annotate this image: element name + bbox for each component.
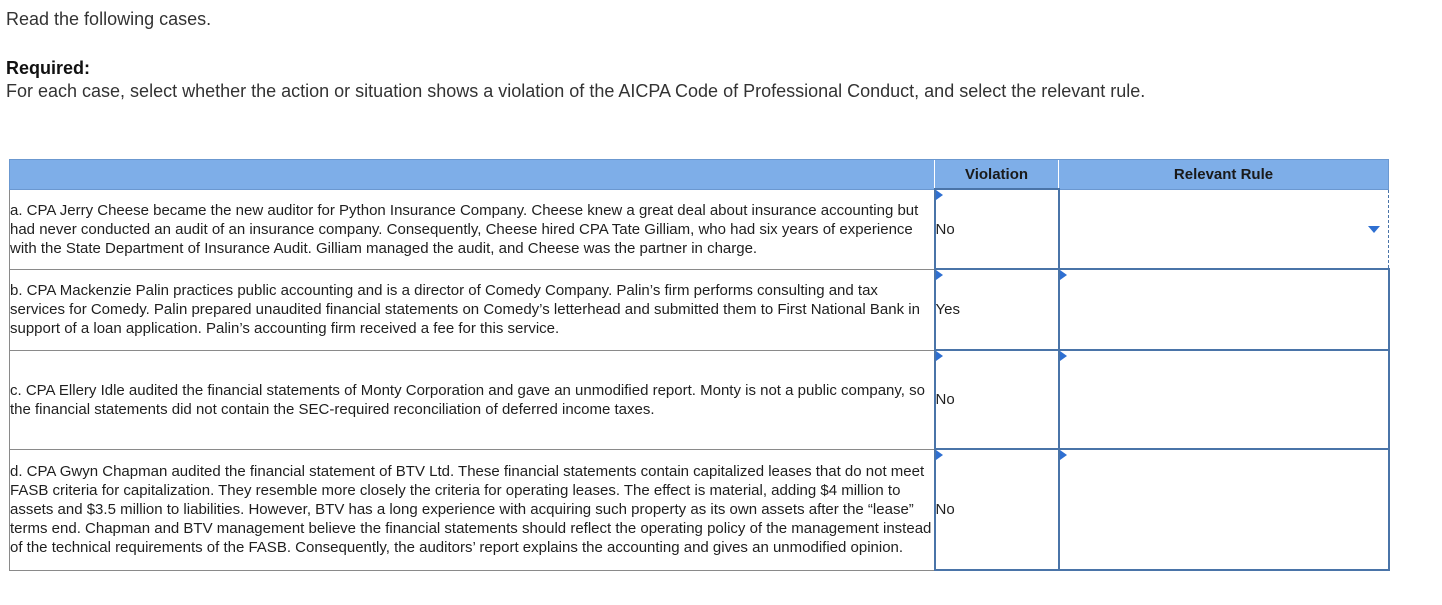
relevant-rule-select-a[interactable]: [1059, 189, 1389, 269]
cell-marker-icon: [1060, 270, 1067, 280]
cell-marker-icon: [936, 351, 943, 361]
table-row: [10, 350, 1389, 449]
case-b-text: b. CPA Mackenzie Palin practices public accounting and is a director of Comedy Company. Palin’s firm performs consulting and tax services for Comedy. Palin prepared unaudited financial statements on Comedy’s letterhead and submitted them to First National Bank in support of a loan application. Palin’s accounting firm received a fee for this service.: [10, 269, 935, 350]
cell-marker-icon: [936, 190, 943, 200]
cell-marker-icon: [936, 270, 943, 280]
required-instructions: For each case, select whether the action or situation shows a violation of the AICPA Code of Professional Conduct, and select the relevant rule.: [6, 81, 1146, 101]
table-row: [10, 269, 1389, 350]
cell-marker-icon: [1060, 351, 1067, 361]
header-relevant-rule: Relevant Rule: [1059, 160, 1389, 190]
violation-select-a[interactable]: [935, 189, 1059, 269]
relevant-rule-select-c[interactable]: [1059, 350, 1389, 449]
header-case: [10, 160, 935, 190]
chevron-down-icon[interactable]: [1368, 226, 1380, 233]
violation-select-c[interactable]: [935, 350, 1059, 449]
case-c-text: c. CPA Ellery Idle audited the financial statements of Monty Corporation and gave an unmodified report. Monty is not a public company, so the financial statements did not contain the SEC-required reconciliation of deferred income taxes.: [10, 350, 935, 449]
required-heading: Required:: [6, 58, 91, 78]
relevant-rule-select-b[interactable]: [1059, 269, 1389, 350]
cell-marker-icon: [936, 450, 943, 460]
intro-text: Read the following cases.: [6, 9, 212, 29]
relevant-rule-select-d[interactable]: [1059, 449, 1389, 570]
table-row: [10, 189, 1389, 269]
case-a-text: a. CPA Jerry Cheese became the new auditor for Python Insurance Company. Cheese knew a great deal about insurance accounting but had never conducted an audit of an insurance company. Consequently, Cheese hired CPA Tate Gilliam, who had six years of experience with the State Department of Insurance Audit. Gilliam managed the audit, and Cheese was the partner in charge.: [10, 189, 935, 269]
violation-select-b[interactable]: [935, 269, 1059, 350]
table-row: [10, 449, 1389, 570]
cases-table: [9, 159, 1390, 571]
header-violation: Violation: [935, 160, 1059, 190]
violation-value: Yes: [935, 301, 960, 318]
cell-marker-icon: [1060, 450, 1067, 460]
violation-value: No: [935, 391, 955, 408]
table-header-row: [10, 160, 1389, 190]
case-d-text: d. CPA Gwyn Chapman audited the financial statement of BTV Ltd. These financial statements contain capitalized leases that do not meet FASB criteria for capitalization. They resemble more closely the criteria for operating leases. The effect is material, adding $4 million to assets and $3.5 million to liabilities. However, BTV has a long experience with acquiring such property as its own assets after the “lease” terms end. Chapman and BTV management believe the financial statements should reflect the operating policy of the management instead of the technical requirements of the FASB. Consequently, the auditors’ report explains the accounting and gives an unmodified opinion.: [10, 449, 935, 570]
violation-value: No: [935, 501, 955, 518]
violation-select-d[interactable]: [935, 449, 1059, 570]
violation-value: No: [935, 220, 955, 238]
